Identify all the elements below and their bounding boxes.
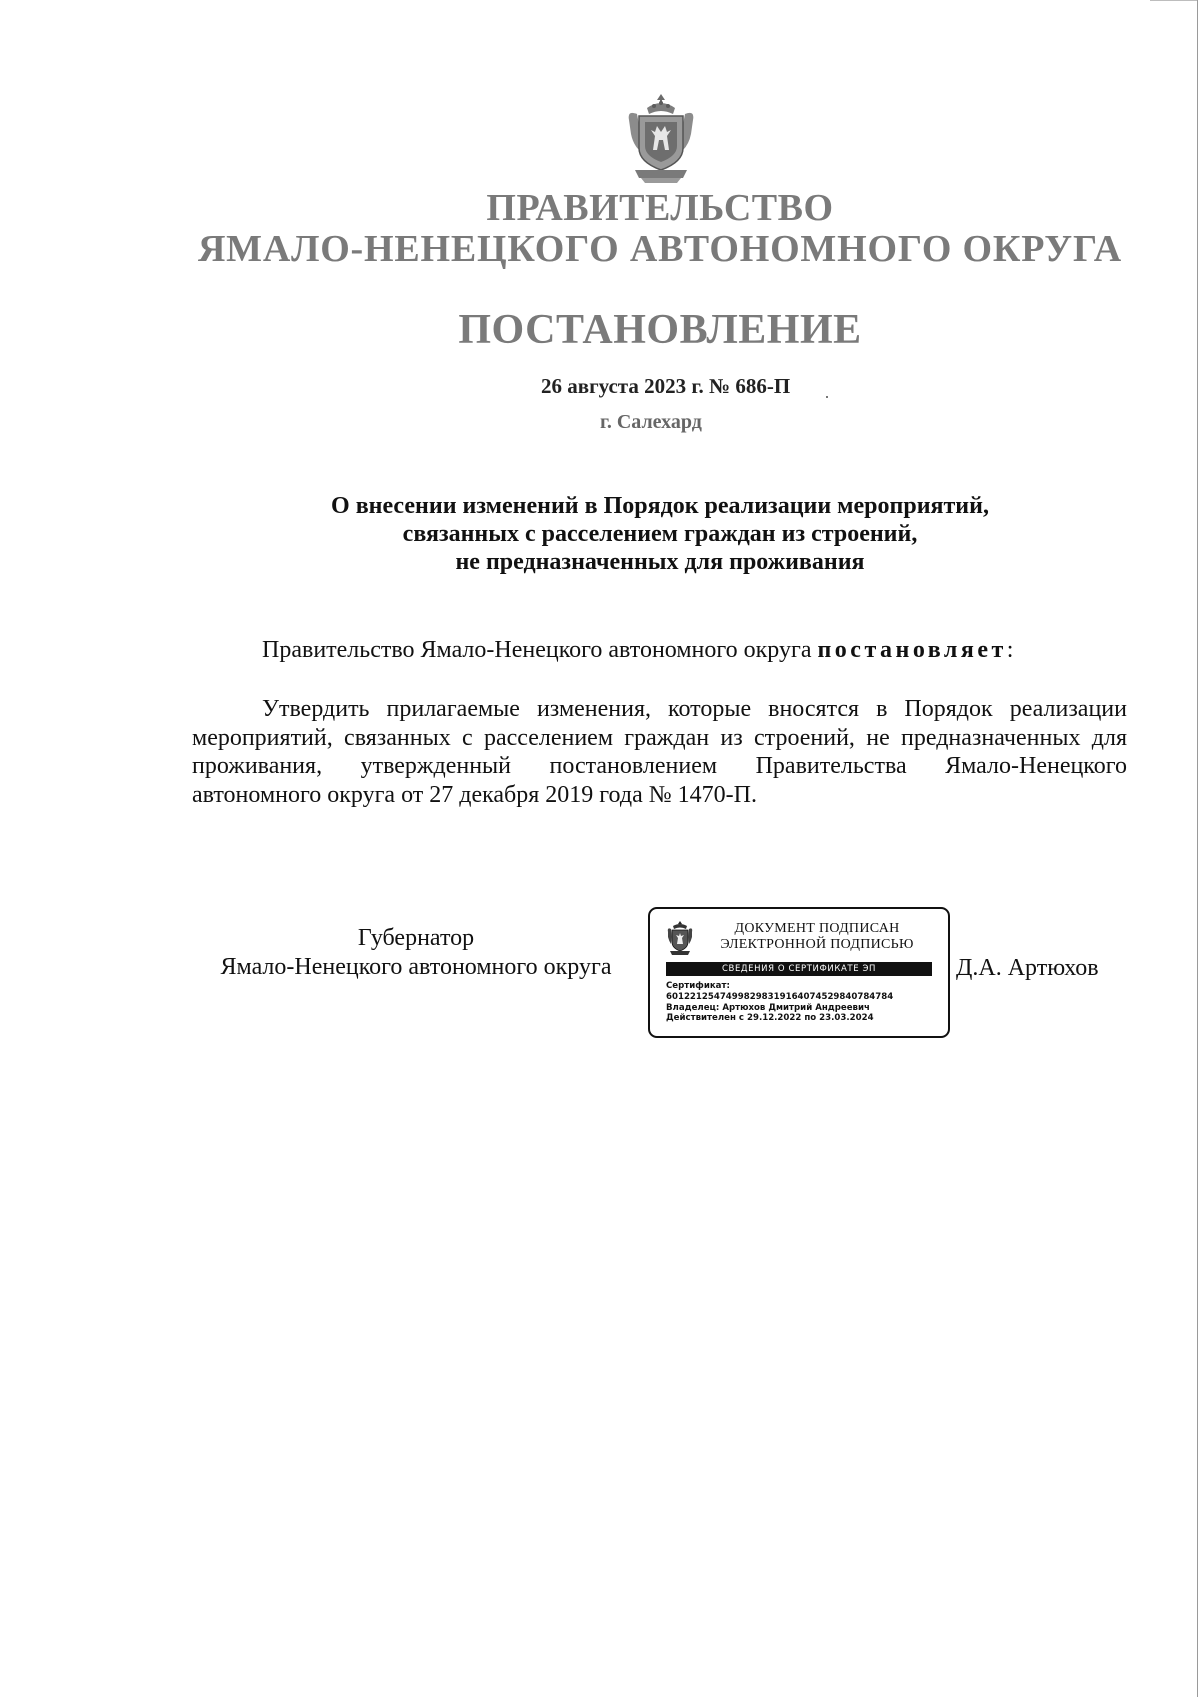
- intro-suffix: :: [1006, 637, 1014, 663]
- resolution-body: Утвердить прилагаемые изменения, которые вносятся в Порядок реализации мероприятий, связанных с расселением граждан из строений, не предназначенных для проживания, утвержденный постановлением Правительства Ямало-Ненецкого автономного округа от 27 декабря 2019 года № 1470-П.: [192, 696, 1127, 808]
- government-title-line2: ЯМАЛО-НЕНЕЦКОГО АВТОНОМНОГО ОКРУГА: [197, 228, 1123, 270]
- stamp-certificate-bar: СВЕДЕНИЯ О СЕРТИФИКАТЕ ЭП: [666, 962, 932, 976]
- position-line2: Ямало-Ненецкого автономного округа: [220, 954, 612, 980]
- scan-artifact: [826, 396, 828, 398]
- subject-line: не предназначенных для проживания: [455, 549, 865, 575]
- stamp-title-line2: ЭЛЕКТРОННОЙ ПОДПИСЬЮ: [720, 937, 914, 952]
- document-date-number: 26 августа 2023 г. № 686-П: [541, 374, 791, 398]
- stamp-emblem-icon: [666, 920, 694, 956]
- signatory-name: Д.А. Артюхов: [956, 955, 1099, 981]
- intro-action: постановляет: [817, 637, 1007, 663]
- document-subject: [260, 492, 1060, 576]
- coat-of-arms-icon: [625, 92, 697, 184]
- intro-text: Правительство Ямало-Ненецкого автономного округа: [262, 637, 818, 663]
- document-city: г. Салехард: [600, 411, 702, 433]
- stamp-title-line1: ДОКУМЕНТ ПОДПИСАН: [734, 921, 900, 936]
- government-title-line1: ПРАВИТЕЛЬСТВО: [486, 187, 834, 229]
- position-line1: Губернатор: [357, 925, 475, 951]
- resolution-intro: [262, 637, 1013, 664]
- stamp-details: [666, 981, 946, 1024]
- certificate-number: 601221254749982983191640745298407847​84: [666, 991, 894, 1002]
- page-edge-top: [1150, 0, 1198, 1]
- stamp-title: [702, 921, 932, 953]
- electronic-signature-stamp: [648, 907, 950, 1038]
- document-type: ПОСТАНОВЛЕНИЕ: [458, 307, 862, 353]
- signatory-position: [192, 924, 640, 982]
- subject-line: О внесении изменений в Порядок реализации мероприятий,: [331, 493, 989, 519]
- certificate-owner: Владелец: Артюхов Дмитрий Андреевич: [666, 1002, 870, 1013]
- certificate-validity: Действителен с 29.12.2022 по 23.03.2024: [666, 1013, 874, 1024]
- certificate-label: Сертификат:: [666, 981, 730, 991]
- subject-line: связанных с расселением граждан из строений,: [402, 521, 918, 547]
